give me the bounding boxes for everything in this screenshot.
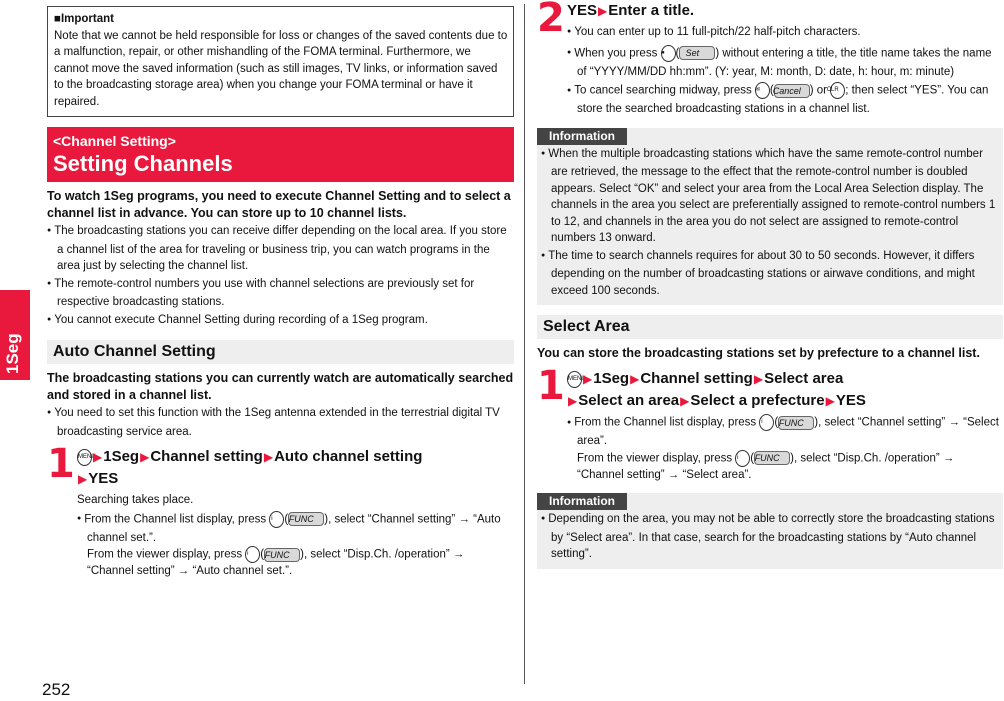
info-bullet: ● The time to search channels requires for about 30 to 50 seconds. However, it differs depending on the number of broadcasting stations or airwave conditions, and might exceed 100 seconds. — [541, 248, 999, 300]
auto-lead: The broadcasting stations you can currently watch are automatically searched and stored in a channel list. — [47, 371, 514, 402]
i-key-icon: i — [735, 450, 750, 467]
area-lead: You can store the broadcasting stations set by prefecture to a channel list. — [537, 346, 980, 361]
arrow-icon: ▶ — [630, 372, 640, 387]
important-box — [47, 6, 514, 117]
step-desc: Searching takes place. — [77, 494, 194, 506]
select-area-bar: Select Area — [537, 315, 1003, 339]
menu-key-icon: MENU — [567, 371, 582, 388]
step-title: MENU▶1Seg▶Channel setting▶Auto channel setting ▶YES — [78, 448, 423, 487]
clr-key-icon: CLR — [830, 82, 845, 99]
step-bullet: ● From the Channel list display, press i (FUNC ), select “Channel setting” → “Auto channel set.”. From the viewer display, press i (FUNC ), select “Disp.Ch. /operation” → “Channel setting” → “Auto channel set.”. — [77, 511, 514, 580]
column-divider — [524, 4, 525, 684]
auto-channel-bar: Auto Channel Setting — [47, 340, 514, 364]
left-column — [47, 6, 514, 580]
information-box-1 — [537, 128, 1003, 306]
i-key-icon: i — [245, 546, 260, 563]
func-softkey-icon: FUNC — [778, 416, 814, 430]
func-softkey-icon: FUNC — [754, 451, 790, 465]
step-number: 1 — [537, 363, 565, 410]
important-text: Note that we cannot be held responsible for loss or changes of the saved contents due to a malfunction, repair, or other mishandling of the FOMA terminal. Furthermore, we cannot move the saved information (such as still images, TV links, or information saved to the broadcasting storage area) when you change your FOMA terminal or have it repaired. — [54, 29, 508, 108]
side-tab — [0, 290, 30, 380]
arrow-icon: ▶ — [263, 450, 274, 464]
section-bullet: ● The remote-control numbers you use with channel selections are previously set for respective broadcasting stations. — [47, 276, 514, 311]
step-number: 1 — [47, 441, 75, 487]
step-title: MENU▶1Seg▶Channel setting▶Select area ▶Select an area▶Select a prefecture▶YES — [568, 370, 866, 410]
arrow-icon: ▶ — [680, 394, 690, 409]
step-number: 2 — [537, 0, 565, 41]
mail-key-icon: ✉ — [755, 82, 770, 99]
right-column — [537, 0, 1003, 569]
center-key-icon: ● — [661, 45, 676, 62]
func-softkey-icon: FUNC — [264, 548, 300, 562]
menu-key-icon: MENU — [77, 449, 92, 466]
auto-bullet: ● You need to set this function with the 1Seg antenna extended in the terrestrial digital TV broadcasting service area. — [47, 405, 514, 440]
information-box-2 — [537, 493, 1003, 569]
important-heading: ■Important — [54, 13, 114, 25]
section-subtitle: <Channel Setting> — [53, 133, 176, 149]
step-bullet: ● You can enter up to 11 full-pitch/22 half-pitch characters. — [567, 24, 1003, 43]
section-banner — [47, 127, 514, 182]
section-bullet: ● The broadcasting stations you can receive differ depending on the local area. If you store a channel list of the area for traveling or business trip, you can watch programs in the area just by selecting the channel list. — [47, 223, 514, 275]
set-softkey-icon: Set — [679, 46, 715, 60]
i-key-icon: i — [269, 511, 284, 528]
section-title: Setting Channels — [53, 151, 233, 176]
auto-step-2 — [537, 0, 1003, 118]
information-tag: Information — [537, 128, 627, 145]
side-tab-label: 1Seg — [3, 333, 22, 374]
arrow-icon: ▶ — [753, 372, 764, 387]
info-bullet: ● When the multiple broadcasting stations which have the same remote-control number are retrieved, the message to the effect that the remote-control number is doubled appears. Select “OK” and select your area from the Local Area Selection display. The channels in the area you select are preferentially assigned to remote-control numbers 1 to 12, and channels in the area you do not select are assigned to remote-control numbers 13 onward. — [541, 146, 999, 247]
arrow-icon: ▶ — [568, 394, 578, 409]
step-bullet: ● From the Channel list display, press i (FUNC ), select “Channel setting” → “Select area”. From the viewer display, press i (FUNC ), select “Disp.Ch. /operation” → “Channel setting” → “Select area”. — [567, 414, 1003, 483]
arrow-icon: ▶ — [825, 394, 835, 409]
step-bullet: ● To cancel searching midway, press ✉ (Cancel ) or CLR ; then select “YES”. You can store the searched broadcasting stations in a channel list. — [567, 82, 1003, 118]
cancel-softkey-icon: Cancel — [774, 84, 810, 98]
page-number: 252 — [42, 680, 71, 699]
information-tag: Information — [537, 493, 627, 510]
arrow-icon: ▶ — [78, 472, 88, 486]
section-lead: To watch 1Seg programs, you need to execute Channel Setting and to select a channel list in advance. You can store up to 10 channel lists. — [47, 189, 511, 220]
section-bullet: ● You cannot execute Channel Setting during recording of a 1Seg program. — [47, 312, 514, 331]
info-bullet: ● Depending on the area, you may not be able to correctly store the broadcasting stations by “Select area”. In that case, search for the broadcasting stations by “Auto channel setting”. — [541, 511, 999, 563]
arrow-icon: ▶ — [140, 450, 150, 464]
arrow-icon: ▶ — [93, 450, 103, 464]
func-softkey-icon: FUNC — [288, 512, 324, 526]
auto-step-1 — [47, 441, 514, 580]
step-bullet: ● When you press ● ( Set ) without entering a title, the title name takes the name of “YYYY/MM/DD hh:mm”. (Y: year, M: month, D: date, h: hour, m: minute) — [567, 45, 1003, 81]
area-step-1 — [537, 363, 1003, 483]
step-title: YES▶Enter a title. — [567, 2, 695, 19]
arrow-icon: ▶ — [598, 4, 608, 18]
i-key-icon: i — [759, 414, 774, 431]
arrow-icon: ▶ — [583, 372, 593, 387]
